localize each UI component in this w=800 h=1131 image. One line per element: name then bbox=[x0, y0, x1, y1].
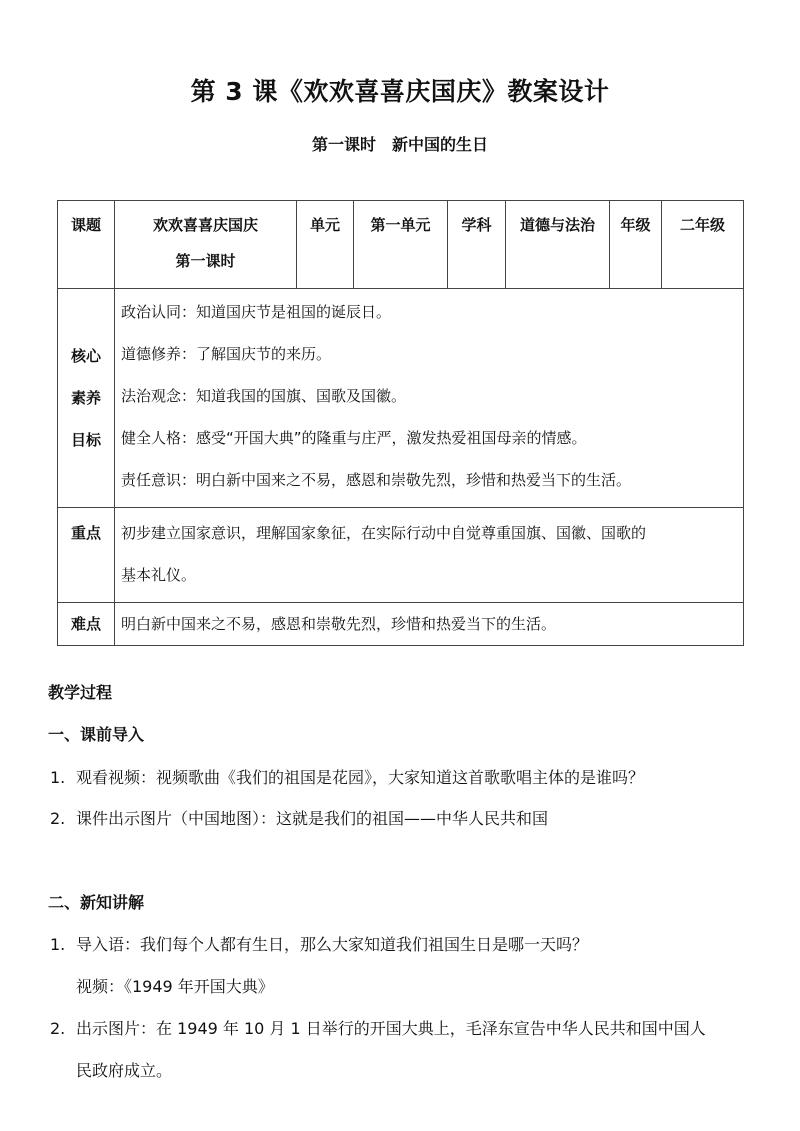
item-number: 2. bbox=[50, 809, 66, 828]
key-points-line: 基本礼仪。 bbox=[121, 566, 197, 584]
item-continuation: 民政府成立。 bbox=[76, 1061, 173, 1080]
unit-value: 第一单元 bbox=[354, 201, 448, 289]
key-points-content bbox=[115, 508, 744, 603]
grade-value: 二年级 bbox=[662, 201, 744, 289]
item-text: 出示图片：在 1949 年 10 月 1 日举行的开国大典上，毛泽东宣告中华人民共和国中国人 bbox=[76, 1019, 706, 1038]
core-goal-item: 道德修养：了解国庆节的来历。 bbox=[121, 345, 332, 363]
teaching-process-heading: 教学过程 bbox=[48, 683, 113, 702]
list-item bbox=[50, 1016, 706, 1039]
difficulty-row bbox=[58, 603, 744, 646]
core-goal-item: 健全人格：感受“开国大典”的隆重与庄严，激发热爱祖国母亲的情感。 bbox=[121, 429, 587, 447]
subject-value: 道德与法治 bbox=[506, 201, 610, 289]
core-goal-item: 政治认同：知道国庆节是祖国的诞辰日。 bbox=[121, 303, 392, 321]
item-number: 1. bbox=[50, 768, 66, 787]
key-points-line: 初步建立国家意识，理解国家象征，在实际行动中自觉尊重国旗、国徽、国歌的 bbox=[121, 524, 647, 542]
unit-header: 单元 bbox=[297, 201, 354, 289]
topic-period: 第一课时 bbox=[175, 252, 236, 270]
key-points-row bbox=[58, 508, 744, 603]
difficulty-label bbox=[58, 603, 115, 646]
document-title: 第 3 课《欢欢喜喜庆国庆》教案设计 bbox=[190, 77, 610, 106]
core-label-line: 目标 bbox=[70, 431, 101, 449]
key-points-label bbox=[58, 508, 115, 603]
core-label-line: 素养 bbox=[70, 389, 101, 407]
section-2-heading: 二、新知讲解 bbox=[48, 893, 145, 912]
core-goals-content bbox=[115, 289, 744, 508]
core-goals-label bbox=[58, 289, 115, 508]
topic-name: 欢欢喜喜庆国庆 bbox=[152, 216, 258, 234]
header-row bbox=[58, 201, 744, 289]
core-goals-row bbox=[58, 289, 744, 508]
topic-cell bbox=[115, 201, 297, 289]
difficulty-label-text: 难点 bbox=[70, 615, 101, 633]
key-label-text: 重点 bbox=[70, 524, 101, 542]
list-item bbox=[50, 765, 644, 788]
item-text: 导入语：我们每个人都有生日，那么大家知道我们祖国生日是哪一天吗？ bbox=[76, 935, 589, 954]
topic-header: 课题 bbox=[58, 201, 115, 289]
difficulty-content: 明白新中国来之不易，感恩和崇敬先烈，珍惜和热爱当下的生活。 bbox=[115, 603, 744, 646]
core-goal-item: 法治观念：知道我国的国旗、国歌及国徽。 bbox=[121, 387, 407, 405]
item-text: 课件出示图片（中国地图）：这就是我们的祖国——中华人民共和国 bbox=[76, 809, 549, 828]
list-item bbox=[50, 806, 548, 829]
section-1-heading: 一、课前导入 bbox=[48, 725, 145, 744]
lesson-info-table bbox=[57, 200, 744, 646]
item-subtext: 视频：《1949 年开国大典》 bbox=[76, 977, 274, 996]
item-text: 观看视频：视频歌曲《我们的祖国是花园》，大家知道这首歌歌唱主体的是谁吗？ bbox=[76, 768, 645, 787]
item-number: 1. bbox=[50, 935, 66, 954]
item-number: 2. bbox=[50, 1019, 66, 1038]
core-label-line: 核心 bbox=[70, 347, 101, 365]
list-item bbox=[50, 932, 588, 955]
core-goal-item: 责任意识：明白新中国来之不易，感恩和崇敬先烈，珍惜和热爱当下的生活。 bbox=[121, 471, 632, 489]
grade-header: 年级 bbox=[610, 201, 662, 289]
subject-header: 学科 bbox=[448, 201, 506, 289]
document-subtitle: 第一课时 新中国的生日 bbox=[311, 135, 488, 154]
